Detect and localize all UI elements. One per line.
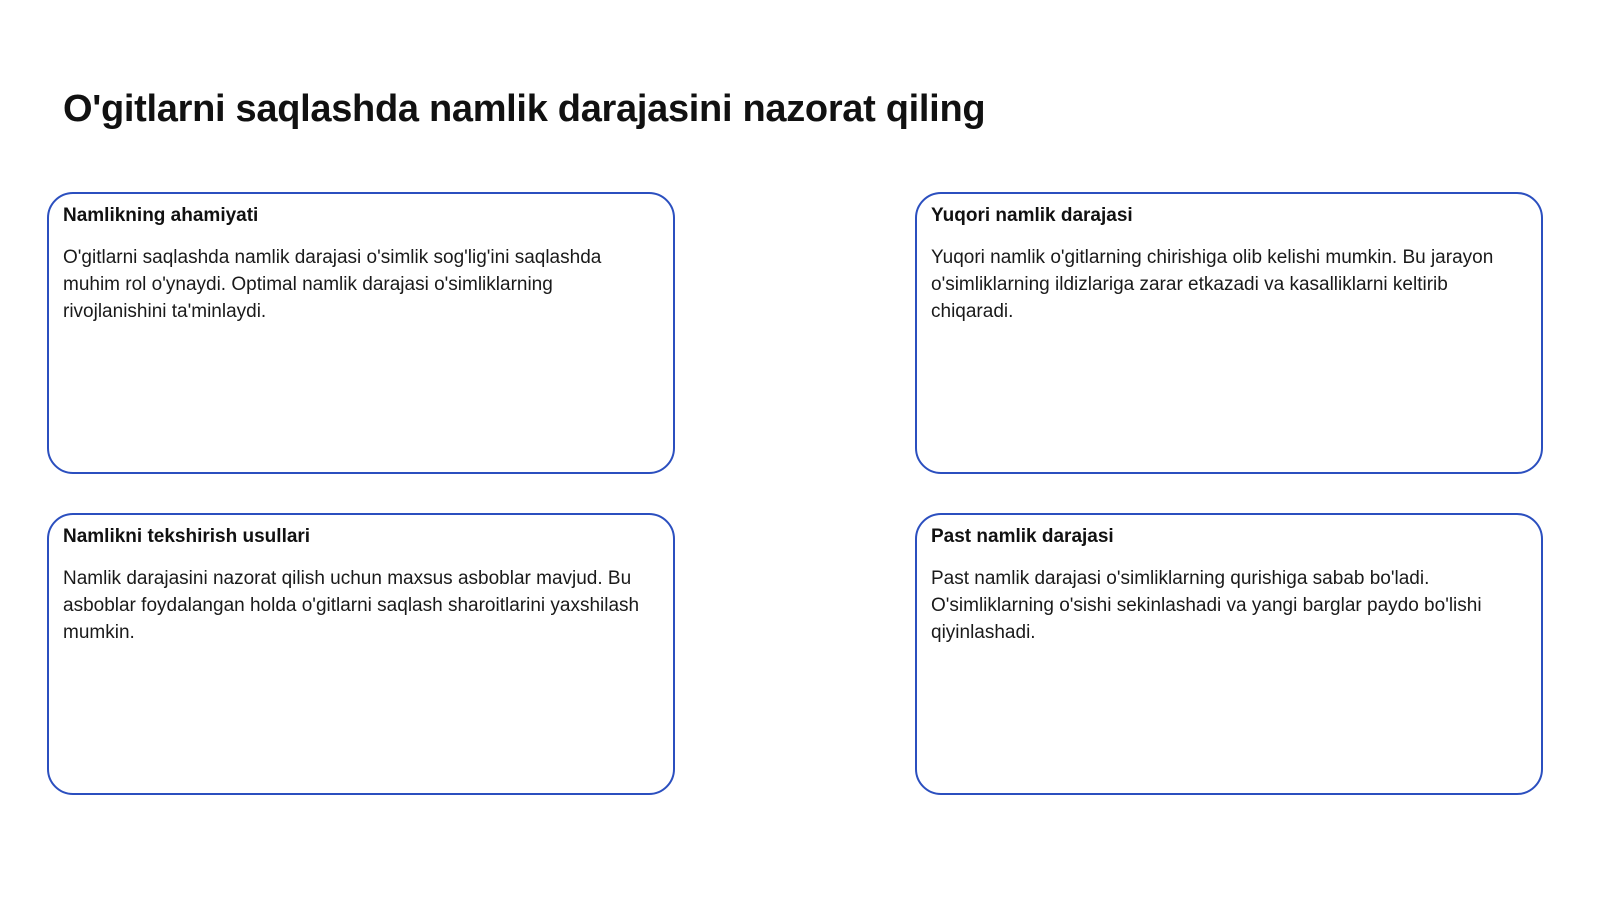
- slide-title: O'gitlarni saqlashda namlik darajasini nazorat qiling: [63, 88, 986, 130]
- card-importance-of-humidity: [47, 192, 675, 474]
- card-text: Yuqori namlik o'gitlarning chirishiga olib kelishi mumkin. Bu jarayon o'simliklarning ildizlariga zarar etkazadi va kasalliklarni keltirib chiqaradi.: [931, 247, 1494, 322]
- card-high-humidity: [915, 192, 1543, 474]
- card-text: Namlik darajasini nazorat qilish uchun maxsus asboblar mavjud. Bu asboblar foydalangan holda o'gitlarni saqlash sharoitlarini yaxshilash mumkin.: [63, 568, 640, 643]
- card-title: Past namlik darajasi: [931, 526, 1114, 547]
- card-title: Namlikni tekshirish usullari: [63, 526, 311, 547]
- card-humidity-check-methods: [47, 513, 675, 795]
- card-low-humidity: [915, 513, 1543, 795]
- card-text: O'gitlarni saqlashda namlik darajasi o'simlik sog'lig'ini saqlashda muhim rol o'ynaydi. Optimal namlik darajasi o'simliklarning rivojlanishini ta'minlaydi.: [63, 247, 602, 322]
- card-text: Past namlik darajasi o'simliklarning qurishiga sabab bo'ladi. O'simliklarning o'sishi sekinlashadi va yangi barglar paydo bo'lishi qiyinlashadi.: [931, 568, 1482, 643]
- card-title: Namlikning ahamiyati: [63, 205, 259, 226]
- card-title: Yuqori namlik darajasi: [931, 205, 1133, 226]
